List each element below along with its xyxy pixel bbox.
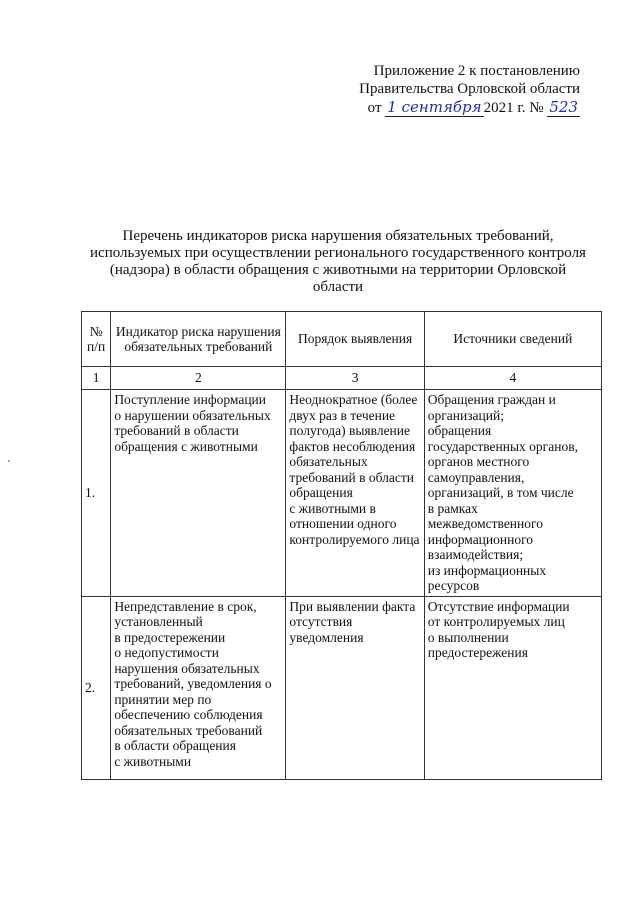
title-line-3: (надзора) в области обращения с животными на территории Орловской <box>109 262 567 278</box>
cell-line: обязательных требований <box>114 722 263 738</box>
column-number: 4 <box>424 367 601 390</box>
header-procedure: Порядок выявления <box>286 312 424 367</box>
cell-line: обеспечению соблюдения <box>114 707 263 722</box>
table-header-row <box>82 312 602 367</box>
appendix-date-line <box>330 98 580 117</box>
row-num: 2. <box>82 596 111 779</box>
header-indicator: Индикатор риска нарушения обязательных требований <box>111 312 286 367</box>
column-number: 2 <box>111 367 286 390</box>
cell-line: о нарушении обязательных <box>114 407 271 423</box>
cell-line: контролируемого лица <box>289 531 420 547</box>
cell-line: в рамках <box>427 500 478 516</box>
table-row <box>82 390 602 597</box>
cell-line: уведомления <box>289 629 364 645</box>
cell-line: информационного <box>427 531 534 547</box>
handwritten-number: 523 <box>549 98 578 116</box>
cell-line: межведомственного <box>427 516 543 531</box>
cell-line: Непредставление в срок, <box>114 598 257 614</box>
cell-line: двух раз в течение <box>289 407 396 423</box>
handwritten-date: 1 сентября <box>387 98 482 116</box>
cell-line: Обращения граждан и <box>427 392 556 407</box>
cell-line: самоуправления, <box>427 469 525 485</box>
title-line-4: области <box>312 279 364 295</box>
row-num: 1. <box>82 390 111 597</box>
cell-line: полугода) выявление <box>289 423 411 438</box>
row-procedure <box>286 390 424 597</box>
appendix-header <box>330 62 580 117</box>
appendix-line-2: Правительства Орловской области <box>359 81 580 97</box>
cell-line: Отсутствие информации <box>427 598 570 614</box>
cell-line: предостережения <box>427 645 528 660</box>
cell-line: Поступление информации <box>114 392 266 407</box>
table-row <box>82 596 602 779</box>
cell-line: обращения <box>427 423 492 438</box>
cell-line: обязательных <box>289 454 368 469</box>
cell-line: нарушения обязательных <box>114 660 260 676</box>
indicators-table <box>81 311 602 780</box>
cell-line: в предостережении <box>114 629 226 645</box>
title-line-2: используемых при осуществлении регионального государственного контроля <box>90 245 586 261</box>
cell-line: обращения <box>289 485 353 500</box>
row-sources <box>424 596 601 779</box>
cell-line: организаций; <box>427 407 504 423</box>
cell-line: с животными в <box>289 500 376 516</box>
cell-line: в области обращения <box>114 738 236 753</box>
cell-line: установленный <box>114 614 203 629</box>
column-number: 3 <box>286 367 424 390</box>
cell-line: ресурсов <box>427 578 480 593</box>
cell-line: о недопустимости <box>114 645 219 660</box>
cell-line: отношении одного <box>289 516 397 531</box>
cell-line: из информационных <box>427 562 547 578</box>
appendix-line-1: Приложение 2 к постановлению <box>373 63 580 79</box>
header-sources: Источники сведений <box>424 312 601 367</box>
cell-line: с животными <box>114 753 192 769</box>
cell-line: органов местного <box>427 454 530 469</box>
row-sources <box>424 390 601 597</box>
cell-line: государственных органов, <box>427 438 578 454</box>
scan-speck <box>8 460 10 462</box>
document-title <box>88 228 588 296</box>
row-indicator <box>111 596 286 779</box>
title-line-1: Перечень индикаторов риска нарушения обязательных требований, <box>122 228 554 244</box>
cell-line: взаимодействия; <box>427 547 524 562</box>
cell-line: При выявлении факта <box>289 598 416 614</box>
cell-line: обращения с животными <box>114 438 258 454</box>
row-indicator <box>111 390 286 597</box>
date-prefix: от <box>367 100 382 116</box>
cell-line: фактов несоблюдения <box>289 438 416 454</box>
cell-line: организаций, в том числе <box>427 485 574 500</box>
cell-line: требований, уведомления о <box>114 676 272 691</box>
column-number: 1 <box>82 367 111 390</box>
header-num: № п/п <box>82 312 111 367</box>
cell-line: принятии мер по <box>114 691 212 707</box>
cell-line: Неоднократное (более <box>289 392 418 407</box>
cell-line: от контролируемых лиц <box>427 614 565 629</box>
row-procedure <box>286 596 424 779</box>
cell-line: требований в области <box>114 423 239 438</box>
cell-line: отсутствия <box>289 614 353 629</box>
column-number-row <box>82 367 602 390</box>
cell-line: о выполнении <box>427 629 509 645</box>
date-year: 2021 г. № <box>483 100 544 116</box>
cell-line: требований в области <box>289 469 414 485</box>
